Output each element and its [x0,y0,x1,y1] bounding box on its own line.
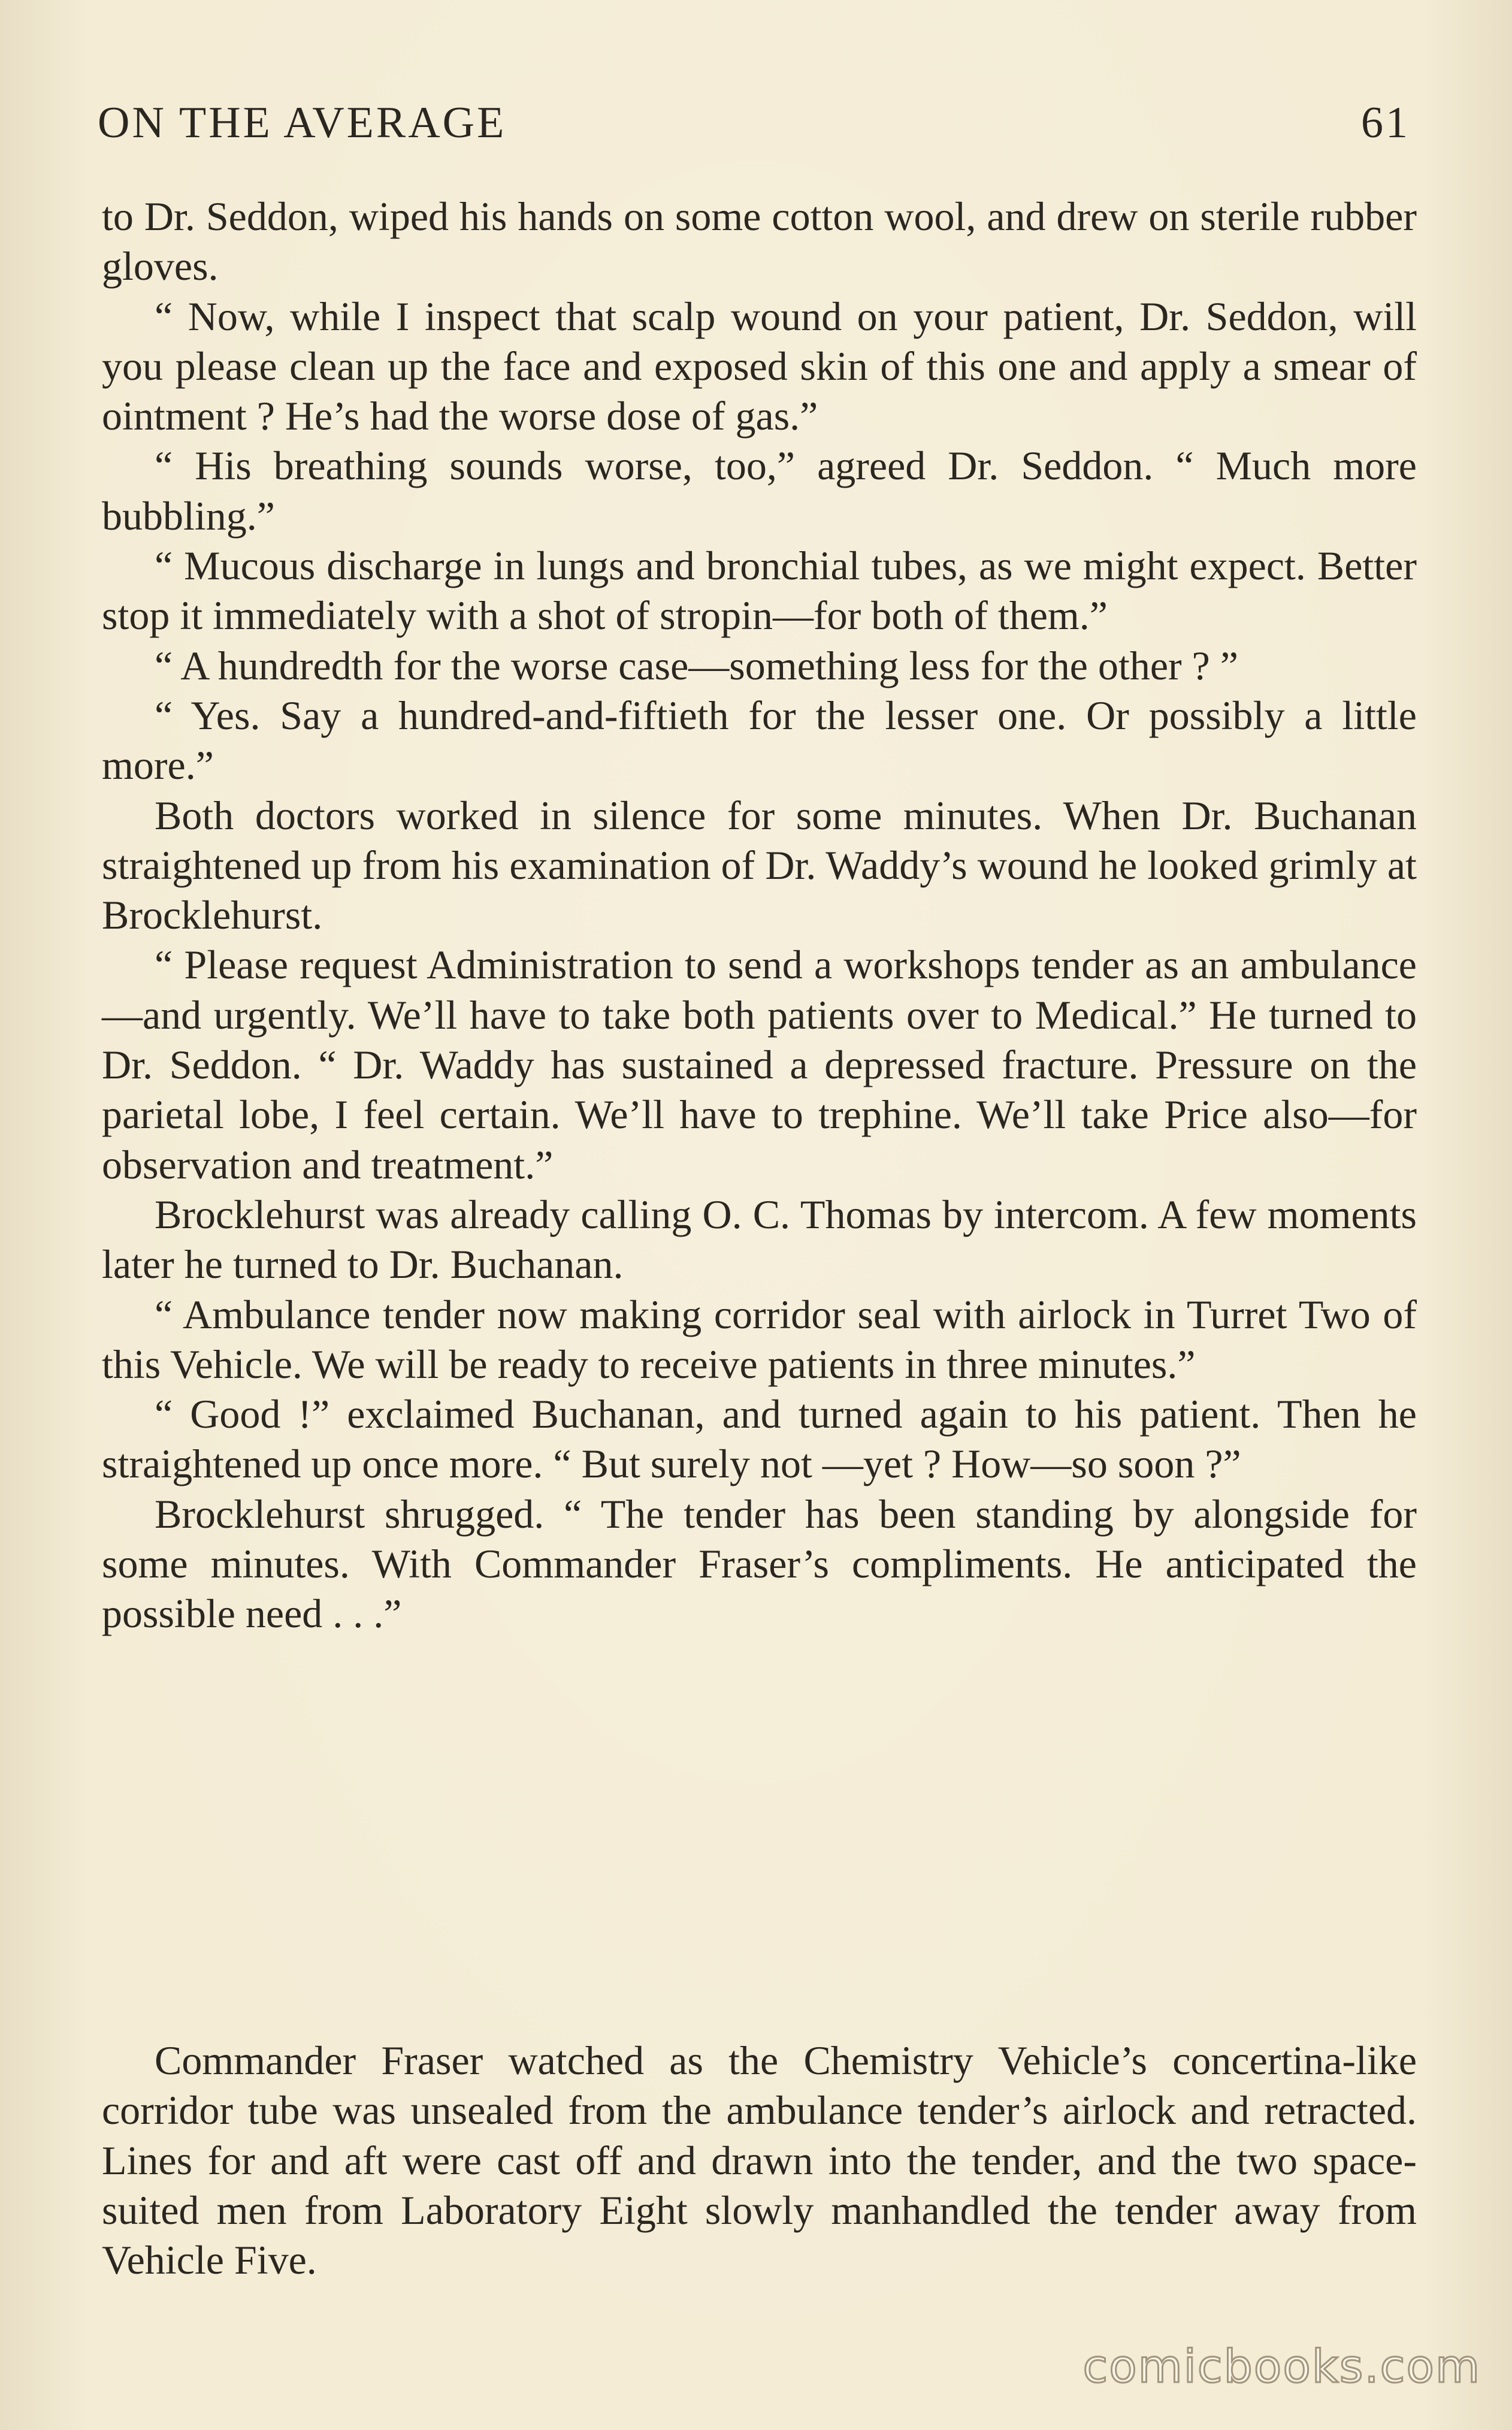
paragraph: “ Now, while I inspect that scalp wound on your patient, Dr. Seddon, will you please clean up the face and exposed skin of this one and apply a smear of ointment ? He’s had the worse dose of gas.” [102,293,1417,439]
paragraph: Commander Fraser watched as the Chemistry Vehicle’s concertina-like corridor tube was unsealed from the ambulance tender’s airlock and retracted. Lines for and aft were cast off and drawn into the tender, and the two space-suited men from Laboratory Eight slowly manhandled the tender away from Vehicle Five. [102,2038,1417,2283]
paragraph: “ A hundredth for the worse case—something less for the other ? ” [155,642,1239,688]
text-block-before-break [102,192,1417,1639]
paragraph: “ Good !” exclaimed Buchanan, and turned again to his patient. Then he straightened up once more. “ But surely not —yet ? How—so soon ?” [102,1391,1417,1487]
watermark: comicbooks.com [1082,2340,1481,2393]
paragraph: “ Please request Administration to send a workshops tender as an ambulance—and urgently. We’ll have to take both patients over to Medical.” He turned to Dr. Seddon. “ Dr. Waddy has sustained a depressed fracture. Pressure on the parietal lobe, I feel certain. We’ll have to trephine. We’ll take Price also—for observation and treatment.” [102,942,1417,1187]
paragraph: “ Mucous discharge in lungs and bronchial tubes, as we might expect. Better stop it immediately with a shot of stropin—for both of them.” [102,543,1417,639]
paragraph: Brocklehurst shrugged. “ The tender has been standing by alongside for some minutes. With Commander Fraser’s compliments. He anticipated the possible need . . .” [102,1491,1417,1637]
chapter-title: ON THE AVERAGE [98,98,507,147]
paragraph: “ His breathing sounds worse, too,” agreed Dr. Seddon. “ Much more bubbling.” [102,443,1417,539]
paragraph: “ Yes. Say a hundred-and-fiftieth for the lesser one. Or possibly a little more.” [102,692,1417,788]
paragraph: to Dr. Seddon, wiped his hands on some cotton wool, and drew on sterile rubber gloves. [102,194,1417,289]
paragraph: “ Ambulance tender now making corridor seal with airlock in Turret Two of this Vehicle. We will be ready to receive patients in three minutes.” [102,1291,1417,1387]
text-block-after-break [102,2036,1417,2285]
page-number: 61 [1361,98,1410,147]
running-head [98,90,1410,156]
paragraph: Both doctors worked in silence for some minutes. When Dr. Buchanan straightened up from his examination of Dr. Waddy’s wound he looked grimly at Brocklehurst. [102,792,1417,938]
paragraph: Brocklehurst was already calling O. C. Thomas by intercom. A few moments later he turned to Dr. Buchanan. [102,1191,1417,1287]
